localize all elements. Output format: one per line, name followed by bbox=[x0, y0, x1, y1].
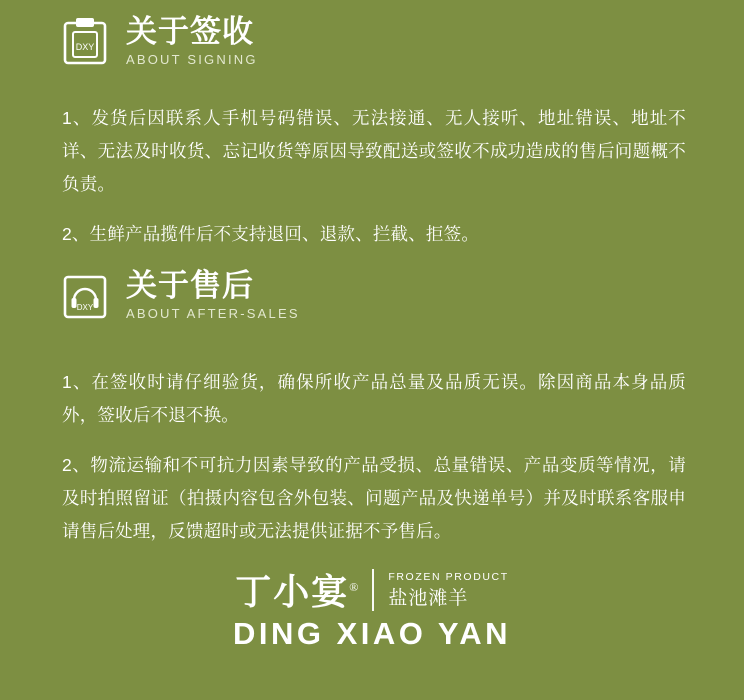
section-body-signing bbox=[0, 84, 744, 251]
paragraph: 2、物流运输和不可抗力因素导致的产品受损、总量错误、产品变质等情况，请及时拍照留证（拍摄内容包含外包装、问题产品及快递单号）并及时联系客服申请售后处理，反馈超时或无法提供证据不予售后。 bbox=[62, 455, 686, 541]
section-title-cn: 关于签收 bbox=[126, 14, 254, 49]
brand-name-cn-text: 丁小宴 bbox=[235, 572, 350, 612]
section-header-text bbox=[126, 14, 258, 69]
brand-name-cn bbox=[235, 567, 358, 612]
section-title-cn: 关于售后 bbox=[126, 268, 254, 303]
clipboard-icon bbox=[62, 16, 108, 66]
section-title-en: ABOUT AFTER-SALES bbox=[126, 306, 300, 321]
section-header-after-sales bbox=[0, 268, 744, 323]
section-title-en: ABOUT SIGNING bbox=[126, 52, 258, 67]
paragraph: 2、生鲜产品揽件后不支持退回、退款、拦截、拒签。 bbox=[62, 224, 480, 244]
section-header-signing bbox=[0, 14, 744, 69]
paragraph: 1、发货后因联系人手机号码错误、无法接通、无人接听、地址错误、地址不详、无法及时收货、忘记收货等原因导致配送或签收不成功造成的售后问题概不负责。 bbox=[62, 107, 686, 194]
headset-support-icon bbox=[62, 270, 108, 320]
logo-divider bbox=[372, 569, 374, 611]
registered-mark: ® bbox=[349, 580, 359, 594]
brand-name-en: DING XIAO YAN bbox=[232, 616, 512, 651]
logo-tagline bbox=[388, 569, 508, 611]
brand-footer bbox=[0, 567, 744, 652]
svg-text:DXY: DXY bbox=[75, 42, 95, 52]
svg-text:DXY: DXY bbox=[76, 303, 94, 312]
section-header-text bbox=[126, 268, 300, 323]
tagline-en: FROZEN PRODUCT bbox=[388, 570, 509, 583]
logo-row bbox=[235, 567, 509, 612]
paragraph: 1、在签收时请仔细验货，确保所收产品总量及品质无误。除因商品本身品质外，签收后不退不换。 bbox=[62, 371, 686, 425]
section-body-after-sales bbox=[0, 348, 744, 548]
tagline-cn: 盐池滩羊 bbox=[388, 587, 469, 609]
